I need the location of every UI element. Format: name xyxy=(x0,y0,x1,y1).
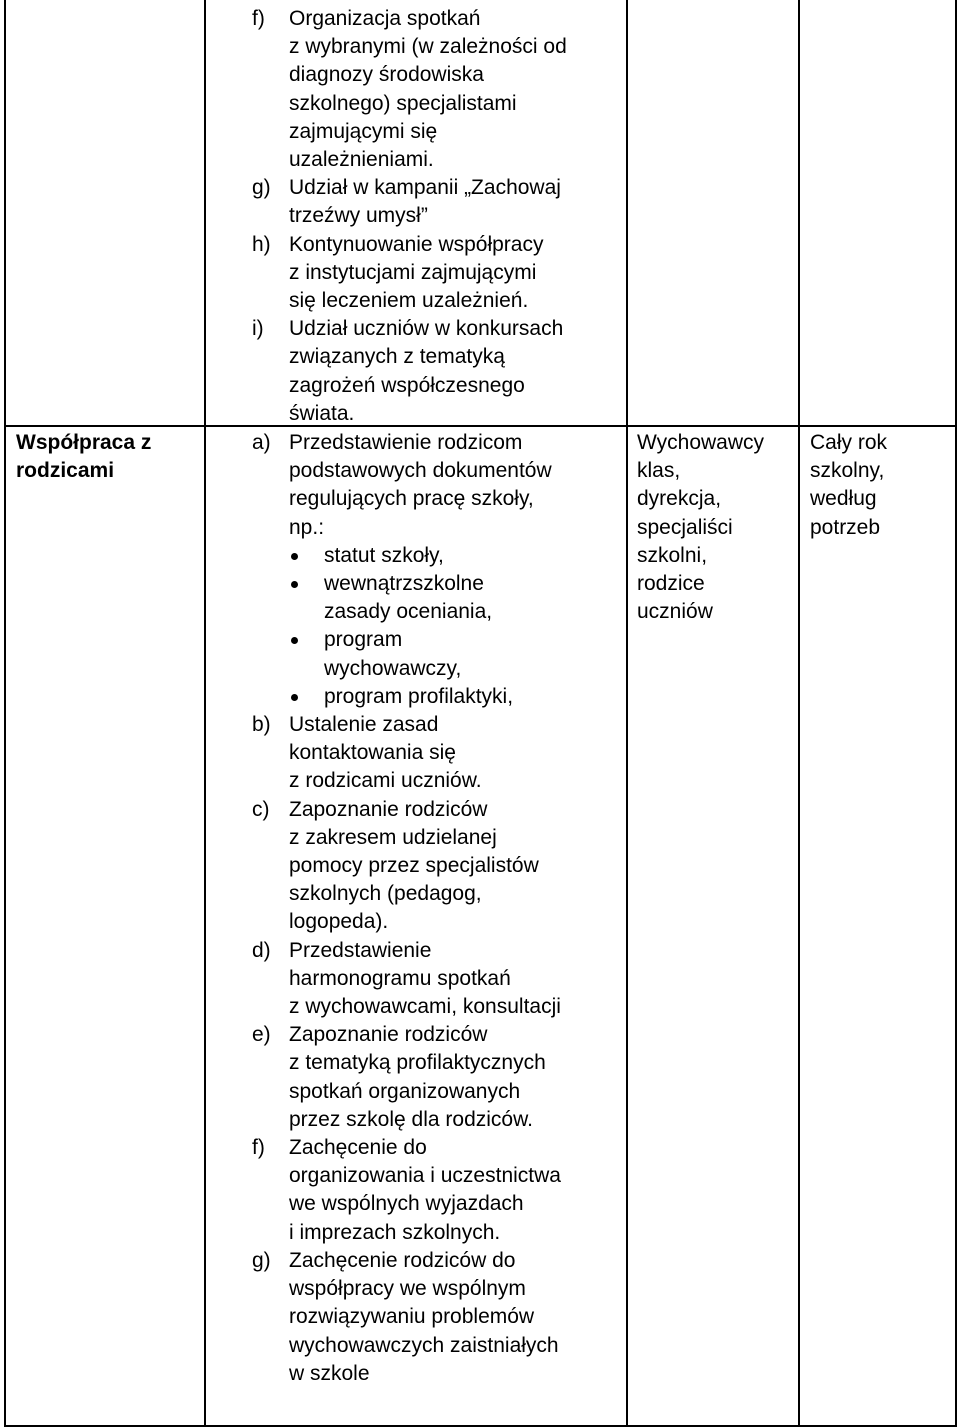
table-border-bottom xyxy=(4,1425,957,1427)
responsible-line: uczniów xyxy=(637,600,713,624)
responsible-line: Wychowawcy xyxy=(637,431,765,454)
list-item xyxy=(252,1247,622,1388)
list-marker: g) xyxy=(252,1248,271,1272)
bullet-dot-icon xyxy=(291,694,298,701)
list-item-line: współpracy we wspólnym xyxy=(289,1277,526,1301)
column-divider-1 xyxy=(204,0,206,1427)
list-marker: h) xyxy=(252,232,271,256)
list-item xyxy=(252,937,622,1022)
bullet-list xyxy=(252,542,622,711)
list-item-line: pomocy przez specjalistów xyxy=(289,854,539,878)
responsible-line: klas, xyxy=(637,459,681,483)
bullet-item-line: wewnątrzszkolne xyxy=(324,572,484,596)
list-item-line: podstawowych dokumentów xyxy=(289,459,552,483)
term-line: Cały rok xyxy=(810,431,888,454)
list-item-line: z tematyką profilaktycznych xyxy=(289,1051,546,1075)
column-divider-3 xyxy=(798,0,800,1427)
list-marker: c) xyxy=(252,797,270,821)
table-border-left xyxy=(4,0,6,1427)
bullet-item-line: program xyxy=(324,628,403,652)
list-item-line: Zapoznanie rodziców xyxy=(289,1023,488,1047)
list-item xyxy=(252,231,622,316)
responsible-line: dyrekcja, xyxy=(637,487,722,511)
bullet-item-line: zasady oceniania, xyxy=(324,600,493,624)
list-item xyxy=(252,1134,622,1247)
activities-cell-row2 xyxy=(252,429,622,1388)
term-list xyxy=(810,429,952,542)
bullet-dot-icon xyxy=(291,581,298,588)
list-item-line: świata. xyxy=(289,401,355,425)
bullet-item-line: statut szkoły, xyxy=(324,543,444,567)
list-item-line: kontaktowania się xyxy=(289,741,456,765)
term-line: szkolny, xyxy=(810,459,885,483)
responsible-line: specjaliści xyxy=(637,515,733,539)
list-item-line: z instytucjami zajmującymi xyxy=(289,260,537,284)
list-item-line: w szkole xyxy=(289,1361,370,1385)
list-item xyxy=(252,5,622,174)
bullet-item xyxy=(252,570,622,626)
list-item-line: wychowawczych zaistniałych xyxy=(289,1333,559,1357)
area-title-line-1: Współpraca z xyxy=(16,431,152,454)
column-divider-2 xyxy=(626,0,628,1427)
list-item-line: z rodzicami uczniów. xyxy=(289,769,482,793)
list-item-line: Przedstawienie xyxy=(289,938,432,962)
list-marker: i) xyxy=(252,317,264,341)
list-item-line: harmonogramu spotkań xyxy=(289,966,511,990)
list-item-line: się leczeniem uzależnień. xyxy=(289,289,529,313)
list-item-line: Zachęcenie rodziców do xyxy=(289,1248,516,1272)
list-item-line: zajmującymi się xyxy=(289,119,438,143)
list-item xyxy=(252,174,622,230)
list-item-line: związanych z tematyką xyxy=(289,345,505,369)
responsible-list xyxy=(637,429,795,626)
list-item-line: Przedstawienie rodzicom xyxy=(289,431,523,454)
list-item xyxy=(252,1021,622,1134)
list-item-line: zagrożeń współczesnego xyxy=(289,373,525,397)
activities-list-row1 xyxy=(252,5,622,428)
bullet-item xyxy=(252,542,622,570)
list-marker: f) xyxy=(252,1136,265,1160)
term-line: potrzeb xyxy=(810,515,881,539)
area-cell xyxy=(16,429,202,485)
list-item xyxy=(252,429,622,542)
list-item-line: szkolnego) specjalistami xyxy=(289,91,517,115)
list-item-line: rozwiązywaniu problemów xyxy=(289,1305,535,1329)
table-border-right xyxy=(955,0,957,1427)
bullet-item-line: wychowawczy, xyxy=(324,656,462,680)
list-marker: d) xyxy=(252,938,271,962)
list-item-line: z zakresem udzielanej xyxy=(289,825,497,849)
list-item-line: np.: xyxy=(289,515,325,539)
list-item-line: regulujących pracę szkoły, xyxy=(289,487,534,511)
list-item-line: i imprezach szkolnych. xyxy=(289,1220,501,1244)
responsible-line: rodzice xyxy=(637,572,705,596)
list-item-line: organizowania i uczestnictwa xyxy=(289,1164,561,1188)
list-item xyxy=(252,796,622,937)
activities-list-row2 xyxy=(252,711,622,1388)
list-item-line: diagnozy środowiska xyxy=(289,63,484,87)
list-marker: a) xyxy=(252,431,271,454)
list-marker: g) xyxy=(252,176,271,200)
list-item-line: Udział uczniów w konkursach xyxy=(289,317,564,341)
bullet-item xyxy=(252,683,622,711)
responsible-cell xyxy=(637,429,795,626)
list-item-line: logopeda). xyxy=(289,910,389,934)
list-item-line: we wspólnych wyjazdach xyxy=(289,1192,524,1216)
area-title-line-2: rodzicami xyxy=(16,459,115,483)
list-item-line: z wybranymi (w zależności od xyxy=(289,35,567,59)
list-marker: b) xyxy=(252,713,271,737)
list-marker: f) xyxy=(252,7,265,30)
list-item-line: szkolnych (pedagog, xyxy=(289,882,482,906)
bullet-dot-icon xyxy=(291,553,298,560)
list-item-line: uzależnieniami. xyxy=(289,148,434,172)
activities-cell-row1 xyxy=(252,5,622,428)
responsible-line: szkolni, xyxy=(637,543,708,567)
list-item-line: przez szkolę dla rodziców. xyxy=(289,1107,533,1131)
list-item xyxy=(252,711,622,796)
list-item-line: Organizacja spotkań xyxy=(289,7,481,30)
list-item-line: z wychowawcami, konsultacji xyxy=(289,995,561,1019)
term-line: według xyxy=(810,487,877,511)
list-item-line: spotkań organizowanych xyxy=(289,1079,521,1103)
list-item-line: Ustalenie zasad xyxy=(289,713,439,737)
list-item-line: Zapoznanie rodziców xyxy=(289,797,488,821)
list-item-line: trzeźwy umysł” xyxy=(289,204,428,228)
bullet-item xyxy=(252,626,622,682)
bullet-item-line: program profilaktyki, xyxy=(324,684,514,708)
term-cell xyxy=(810,429,952,542)
list-item-line: Kontynuowanie współpracy xyxy=(289,232,544,256)
bullet-dot-icon xyxy=(291,637,298,644)
list-item-line: Zachęcenie do xyxy=(289,1136,427,1160)
list-item xyxy=(252,315,622,428)
list-item-line: Udział w kampanii „Zachowaj xyxy=(289,176,561,200)
list-marker: e) xyxy=(252,1023,271,1047)
